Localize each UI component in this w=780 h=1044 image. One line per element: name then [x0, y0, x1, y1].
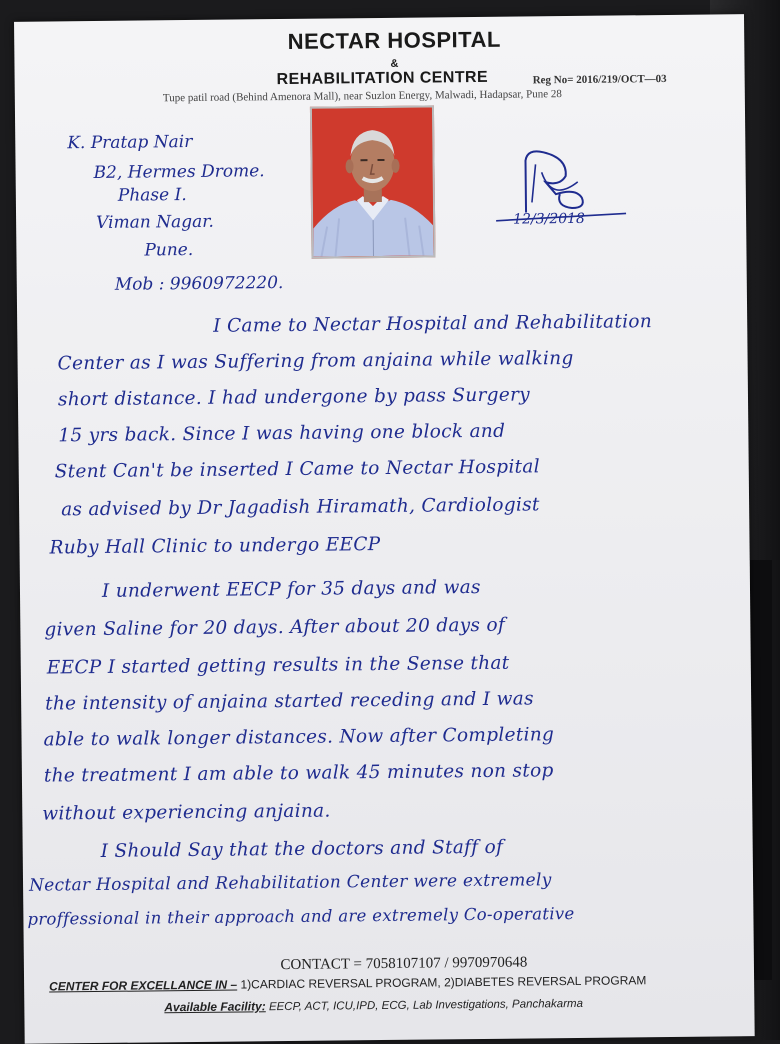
- center-programs: 1)CARDIAC REVERSAL PROGRAM, 2)DIABETES REVERSAL PROGRAM: [240, 973, 646, 991]
- header-ampersand: &: [14, 54, 754, 74]
- letter-line: 15 yrs back. Since I was having one block and: [58, 421, 505, 447]
- hospital-address: Tupe patil road (Behind Amenora Mall), near Suzlon Energy, Malwadi, Hadapsar, Pune 28: [163, 88, 562, 104]
- patient-portrait-image: [312, 107, 434, 256]
- patient-mobile: Mob : 9960972220.: [115, 273, 284, 295]
- letter-line: as advised by Dr Jagadish Hiramath, Cardiologist: [61, 494, 540, 520]
- patient-address-line3: Viman Nagar.: [96, 212, 214, 233]
- patient-address-line2: Phase I.: [118, 185, 187, 206]
- facility-label: Available Facility:: [164, 999, 266, 1014]
- hospital-subtitle: REHABILITATION CENTRE: [277, 69, 489, 89]
- letter-line: without experiencing anjaina.: [42, 801, 331, 825]
- letter-line: the intensity of anjaina started receding and I was: [45, 688, 534, 714]
- letter-line: EECP I started getting results in the Sense that: [47, 653, 510, 679]
- center-label: CENTER FOR EXCELLANCE IN –: [49, 978, 237, 994]
- available-facility: [164, 996, 583, 1014]
- letter-line: Stent Can't be inserted I Came to Nectar Hospital: [55, 456, 540, 482]
- letter-line: Ruby Hall Clinic to undergo EECP: [49, 534, 380, 558]
- letter-line: able to walk longer distances. Now after Completing: [43, 724, 554, 750]
- letter-line: Nectar Hospital and Rehabilitation Center were extremely: [29, 870, 552, 895]
- patient-name: K. Pratap Nair: [67, 132, 192, 153]
- patient-address-line4: Pune.: [144, 240, 193, 261]
- letter-line: proffessional in their approach and are extremely Co-operative: [27, 904, 574, 929]
- center-of-excellence: [49, 973, 646, 993]
- facility-list: EECP, ACT, ICU,IPD, ECG, Lab Investigations, Panchakarma: [269, 998, 583, 1013]
- letter-line: given Saline for 20 days. After about 20 days of: [44, 615, 505, 641]
- letter-line: I underwent EECP for 35 days and was: [102, 577, 481, 602]
- letter-line: short distance. I had undergone by pass Surgery: [58, 384, 530, 410]
- registration-number: Reg No= 2016/219/OCT—03: [533, 73, 667, 86]
- signature-date: 12/3/2018: [513, 211, 585, 228]
- patient-photo: [310, 105, 436, 258]
- letter-line: I Came to Nectar Hospital and Rehabilitation: [213, 311, 652, 337]
- patient-address-line1: B2, Hermes Drome.: [94, 161, 265, 183]
- letter-line: Center as I was Suffering from anjaina while walking: [57, 348, 573, 374]
- letter-line: I Should Say that the doctors and Staff of: [101, 837, 504, 862]
- contact-numbers: CONTACT = 7058107107 / 9970970648: [24, 952, 755, 977]
- hospital-name: NECTAR HOSPITAL: [14, 24, 755, 58]
- letter-line: the treatment I am able to walk 45 minutes non stop: [44, 760, 554, 786]
- letterhead-page: [14, 14, 755, 1044]
